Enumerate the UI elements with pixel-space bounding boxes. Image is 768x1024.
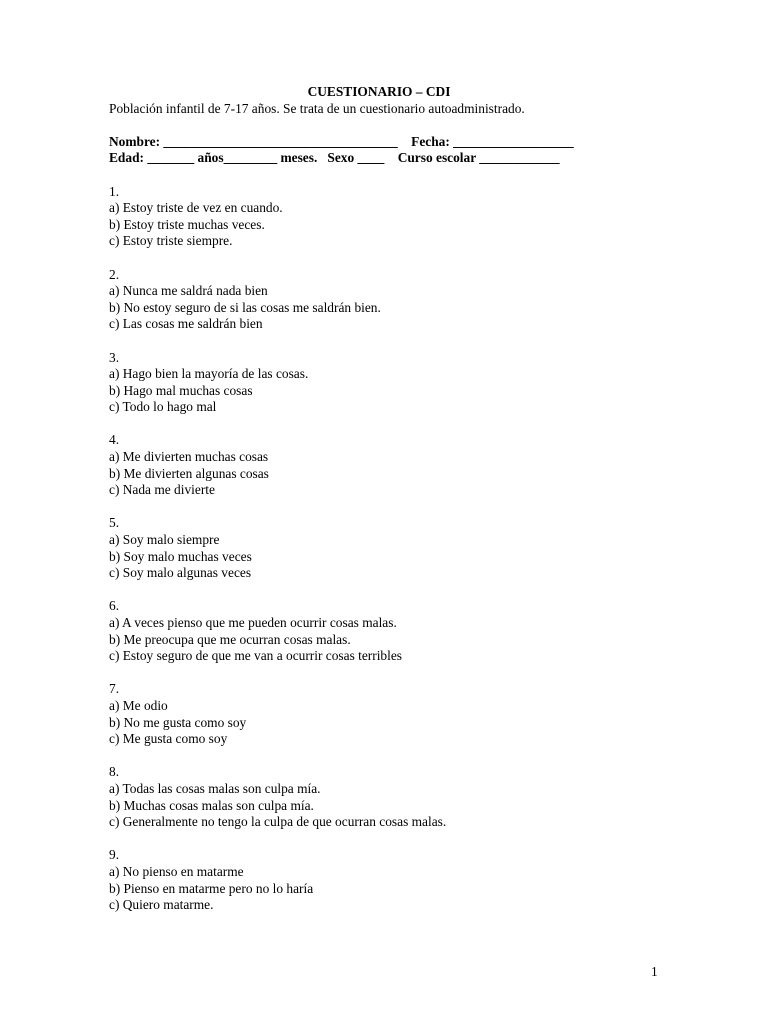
question-option: b) Muchas cosas malas son culpa mía.	[109, 797, 314, 813]
question-option: c) Generalmente no tengo la culpa de que ocurran cosas malas.	[109, 814, 447, 830]
question-item	[109, 515, 669, 581]
form-gap	[384, 150, 397, 165]
question-item	[109, 432, 669, 498]
question-list	[109, 184, 669, 914]
question-number: 4.	[109, 432, 120, 448]
question-option: a) Estoy triste de vez en cuando.	[109, 200, 283, 216]
question-option: b) Soy malo muchas veces	[109, 548, 252, 564]
question-option: a) Me divierten muchas cosas	[109, 449, 269, 465]
question-option: a) Soy malo siempre	[109, 532, 220, 548]
age-field-label: Edad: _______ años________ meses.	[109, 150, 318, 166]
document-title: CUESTIONARIO – CDI	[307, 84, 451, 99]
question-option: a) Me odio	[109, 697, 168, 713]
question-option: b) No estoy seguro de si las cosas me saldrán bien.	[109, 299, 381, 315]
question-item	[109, 764, 669, 830]
question-number: 2.	[109, 266, 120, 282]
question-option: c) Todo lo hago mal	[109, 399, 217, 415]
question-number: 7.	[109, 681, 120, 697]
question-option: c) Estoy seguro de que me van a ocurrir cosas terribles	[109, 648, 402, 664]
question-number: 8.	[109, 764, 120, 780]
name-field-label: Nombre: ___________________________________	[109, 133, 398, 149]
question-number: 9.	[109, 847, 120, 863]
question-option: a) A veces pienso que me pueden ocurrir cosas malas.	[109, 615, 397, 630]
question-option: c) Estoy triste siempre.	[109, 233, 233, 249]
question-number: 5.	[109, 515, 120, 531]
question-option: a) Nunca me saldrá nada bien	[109, 283, 268, 299]
form-gap	[398, 134, 411, 149]
question-option: b) Hago mal muchas cosas	[109, 382, 253, 398]
question-option: c) Quiero matarme.	[109, 897, 214, 913]
document-intro: Población infantil de 7-17 años. Se trata de un cuestionario autoadministrado.	[109, 100, 525, 116]
question-option: b) Pienso en matarme pero no lo haría	[109, 880, 314, 896]
question-item	[109, 350, 669, 416]
page-number: 1	[651, 964, 658, 979]
question-option: a) Todas las cosas malas son culpa mía.	[109, 780, 321, 796]
question-option: c) Me gusta como soy	[109, 731, 228, 747]
form-gap	[317, 150, 327, 165]
question-number: 1.	[109, 183, 120, 199]
question-option: c) Soy malo algunas veces	[109, 565, 252, 581]
question-option: b) Me preocupa que me ocurran cosas malas.	[109, 631, 351, 647]
question-item	[109, 681, 669, 747]
question-item	[109, 847, 669, 913]
question-option: c) Las cosas me saldrán bien	[109, 316, 263, 332]
question-number: 6.	[109, 598, 120, 614]
question-option: b) Me divierten algunas cosas	[109, 465, 269, 481]
date-field-label: Fecha: __________________	[411, 133, 574, 149]
grade-field-label: Curso escolar ____________	[397, 150, 560, 166]
question-item	[109, 267, 669, 333]
question-option: a) No pienso en matarme	[109, 863, 244, 879]
question-number: 3.	[109, 349, 120, 365]
document-page	[109, 84, 669, 914]
question-option: b) Estoy triste muchas veces.	[109, 216, 265, 232]
question-option: b) No me gusta como soy	[109, 714, 247, 730]
sex-field-label: Sexo ____	[327, 150, 385, 166]
question-option: c) Nada me divierte	[109, 482, 215, 498]
question-item	[109, 598, 669, 664]
question-item	[109, 184, 669, 250]
question-option: a) Hago bien la mayoría de las cosas.	[109, 366, 309, 382]
form-row-name-date	[109, 134, 669, 151]
form-row-age-sex-grade	[109, 150, 669, 167]
